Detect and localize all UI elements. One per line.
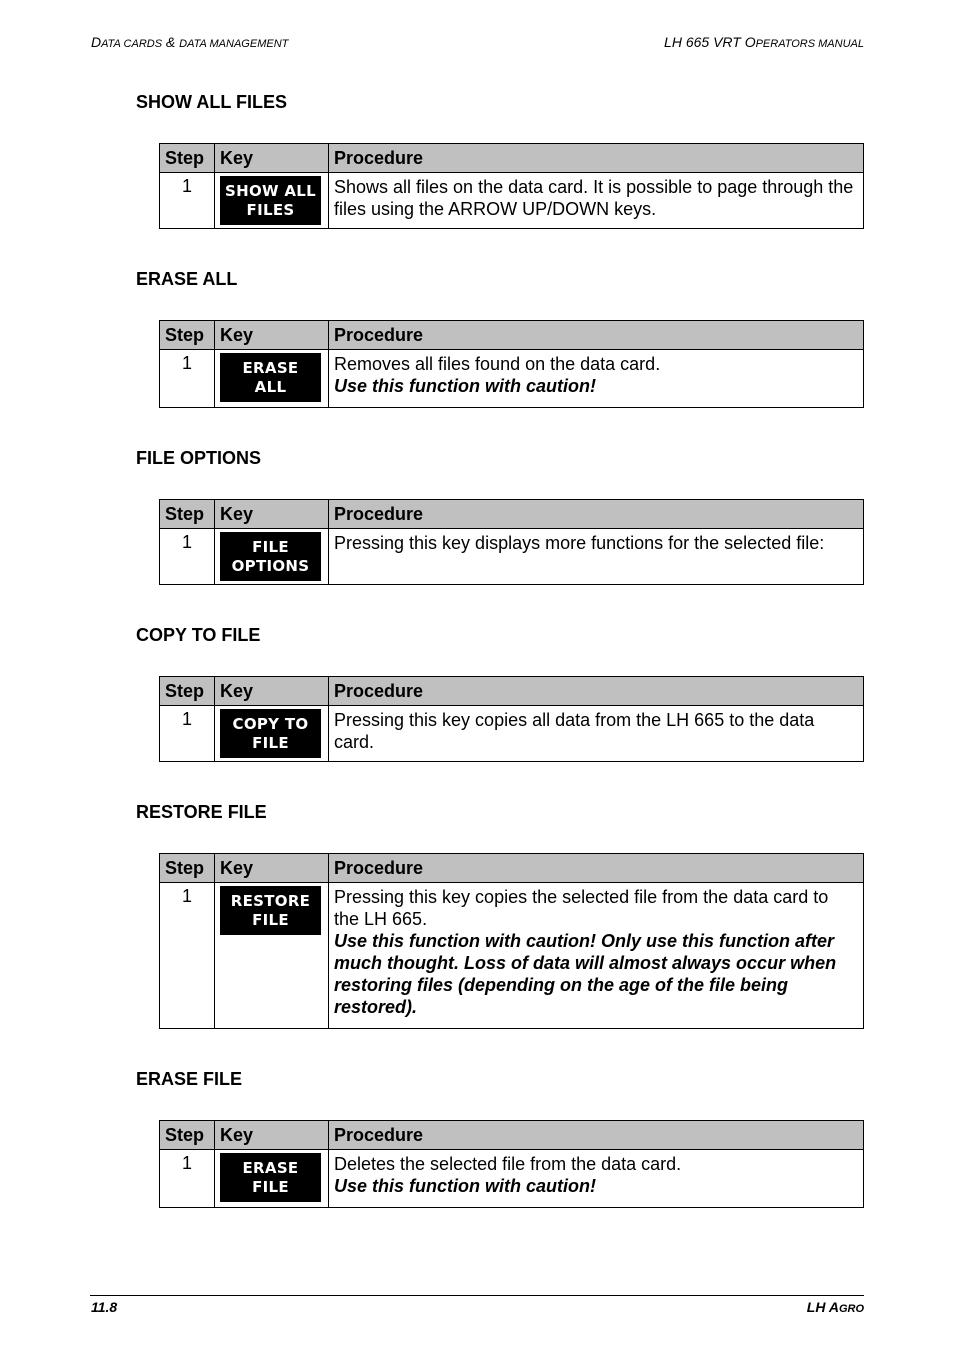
caution-text: Use this function with caution!: [334, 1176, 596, 1196]
section-title: ERASE ALL: [136, 269, 238, 289]
step-number: 1: [160, 883, 215, 1029]
step-number: 1: [160, 1150, 215, 1208]
procedure-text: Pressing this key copies all data from the LH 665 to the data card.: [334, 710, 815, 752]
table-header-row: [160, 854, 864, 883]
column-header-step: Step: [160, 321, 215, 350]
procedure-cell: [329, 1150, 864, 1208]
column-header-procedure: Procedure: [329, 144, 864, 173]
erase-all-key[interactable]: [220, 353, 321, 402]
key-label-line2: OPTIONS: [231, 556, 310, 575]
table-row: [160, 1150, 864, 1208]
footer-divider: [90, 1295, 864, 1296]
procedure-cell: [329, 706, 864, 762]
table-row: [160, 529, 864, 585]
key-label-line2: FILES: [246, 200, 295, 219]
table-row: [160, 883, 864, 1029]
column-header-key: Key: [215, 321, 329, 350]
key-label-line2: FILE: [252, 910, 289, 929]
key-label-line1: FILE: [252, 537, 289, 556]
header-right-main: LH 665 VRT O: [664, 34, 756, 50]
key-label-line2: FILE: [252, 1177, 289, 1196]
footer-company: [807, 1299, 864, 1315]
header-left-rest2: DATA MANAGEMENT: [179, 38, 289, 50]
file-options-key[interactable]: [220, 532, 321, 581]
procedure-table: [159, 320, 864, 408]
procedure-table: [159, 1120, 864, 1208]
column-header-key: Key: [215, 500, 329, 529]
column-header-step: Step: [160, 500, 215, 529]
key-cell: [215, 706, 329, 762]
key-cell: [215, 173, 329, 229]
procedure-cell: [329, 350, 864, 408]
key-cell: [215, 1150, 329, 1208]
header-chapter-title: [91, 34, 288, 50]
table-row: [160, 173, 864, 229]
section-title: ERASE FILE: [136, 1069, 243, 1089]
column-header-key: Key: [215, 854, 329, 883]
procedure-cell: [329, 173, 864, 229]
footer-company-rest: GRO: [838, 1303, 864, 1315]
table-header-row: [160, 144, 864, 173]
key-cell: [215, 883, 329, 1029]
header-left-amp: &: [162, 34, 180, 50]
column-header-key: Key: [215, 1121, 329, 1150]
key-label-line1: ERASE: [242, 1158, 299, 1177]
step-number: 1: [160, 529, 215, 585]
procedure-table: [159, 676, 864, 762]
column-header-step: Step: [160, 854, 215, 883]
section-title: RESTORE FILE: [136, 802, 267, 822]
table-row: [160, 350, 864, 408]
footer-company-main: LH A: [806, 1299, 839, 1315]
procedure-cell: [329, 883, 864, 1029]
table-row: [160, 706, 864, 762]
column-header-step: Step: [160, 677, 215, 706]
column-header-procedure: Procedure: [329, 677, 864, 706]
table-header-row: [160, 677, 864, 706]
procedure-table: [159, 853, 864, 1029]
procedure-text: Removes all files found on the data card.: [334, 354, 661, 374]
key-label-line1: SHOW ALL: [224, 181, 316, 200]
key-cell: [215, 350, 329, 408]
caution-text: Use this function with caution!: [334, 376, 596, 396]
table-header-row: [160, 1121, 864, 1150]
column-header-step: Step: [160, 144, 215, 173]
show-all-files-key[interactable]: [220, 176, 321, 225]
procedure-text: Deletes the selected file from the data card.: [334, 1154, 682, 1174]
page-number: 11.8: [91, 1299, 118, 1315]
restore-file-key[interactable]: [220, 886, 321, 935]
copy-to-file-key[interactable]: [220, 709, 321, 758]
step-number: 1: [160, 350, 215, 408]
header-left-rest: ATA CARDS: [101, 38, 163, 50]
section-title: COPY TO FILE: [136, 625, 261, 645]
procedure-text: Pressing this key displays more functions for the selected file:: [334, 533, 825, 553]
section-title: SHOW ALL FILES: [136, 92, 287, 112]
procedure-text: Shows all files on the data card. It is possible to page through the files using the ARROW UP/DOWN keys.: [334, 177, 854, 219]
key-cell: [215, 529, 329, 585]
key-label-line1: ERASE: [242, 358, 299, 377]
table-header-row: [160, 321, 864, 350]
procedure-table: [159, 499, 864, 585]
header-left-cap: D: [91, 34, 102, 50]
column-header-step: Step: [160, 1121, 215, 1150]
header-right-rest: PERATORS MANUAL: [755, 38, 864, 50]
column-header-procedure: Procedure: [329, 321, 864, 350]
header-manual-title: [664, 34, 864, 50]
step-number: 1: [160, 173, 215, 229]
step-number: 1: [160, 706, 215, 762]
procedure-text: Pressing this key copies the selected file from the data card to the LH 665.: [334, 887, 829, 929]
column-header-procedure: Procedure: [329, 500, 864, 529]
erase-file-key[interactable]: [220, 1153, 321, 1202]
key-label-line1: RESTORE: [230, 891, 311, 910]
column-header-key: Key: [215, 677, 329, 706]
table-header-row: [160, 500, 864, 529]
column-header-procedure: Procedure: [329, 1121, 864, 1150]
caution-text: Use this function with caution! Only use this function after much thought. Loss of data will almost always occur when restoring files (depending on the age of the file being restored).: [334, 931, 837, 1017]
key-label-line2: ALL: [254, 377, 287, 396]
key-label-line1: COPY TO: [232, 714, 309, 733]
section-title: FILE OPTIONS: [136, 448, 262, 468]
column-header-procedure: Procedure: [329, 854, 864, 883]
key-label-line2: FILE: [252, 733, 289, 752]
procedure-table: [159, 143, 864, 229]
procedure-cell: [329, 529, 864, 585]
column-header-key: Key: [215, 144, 329, 173]
